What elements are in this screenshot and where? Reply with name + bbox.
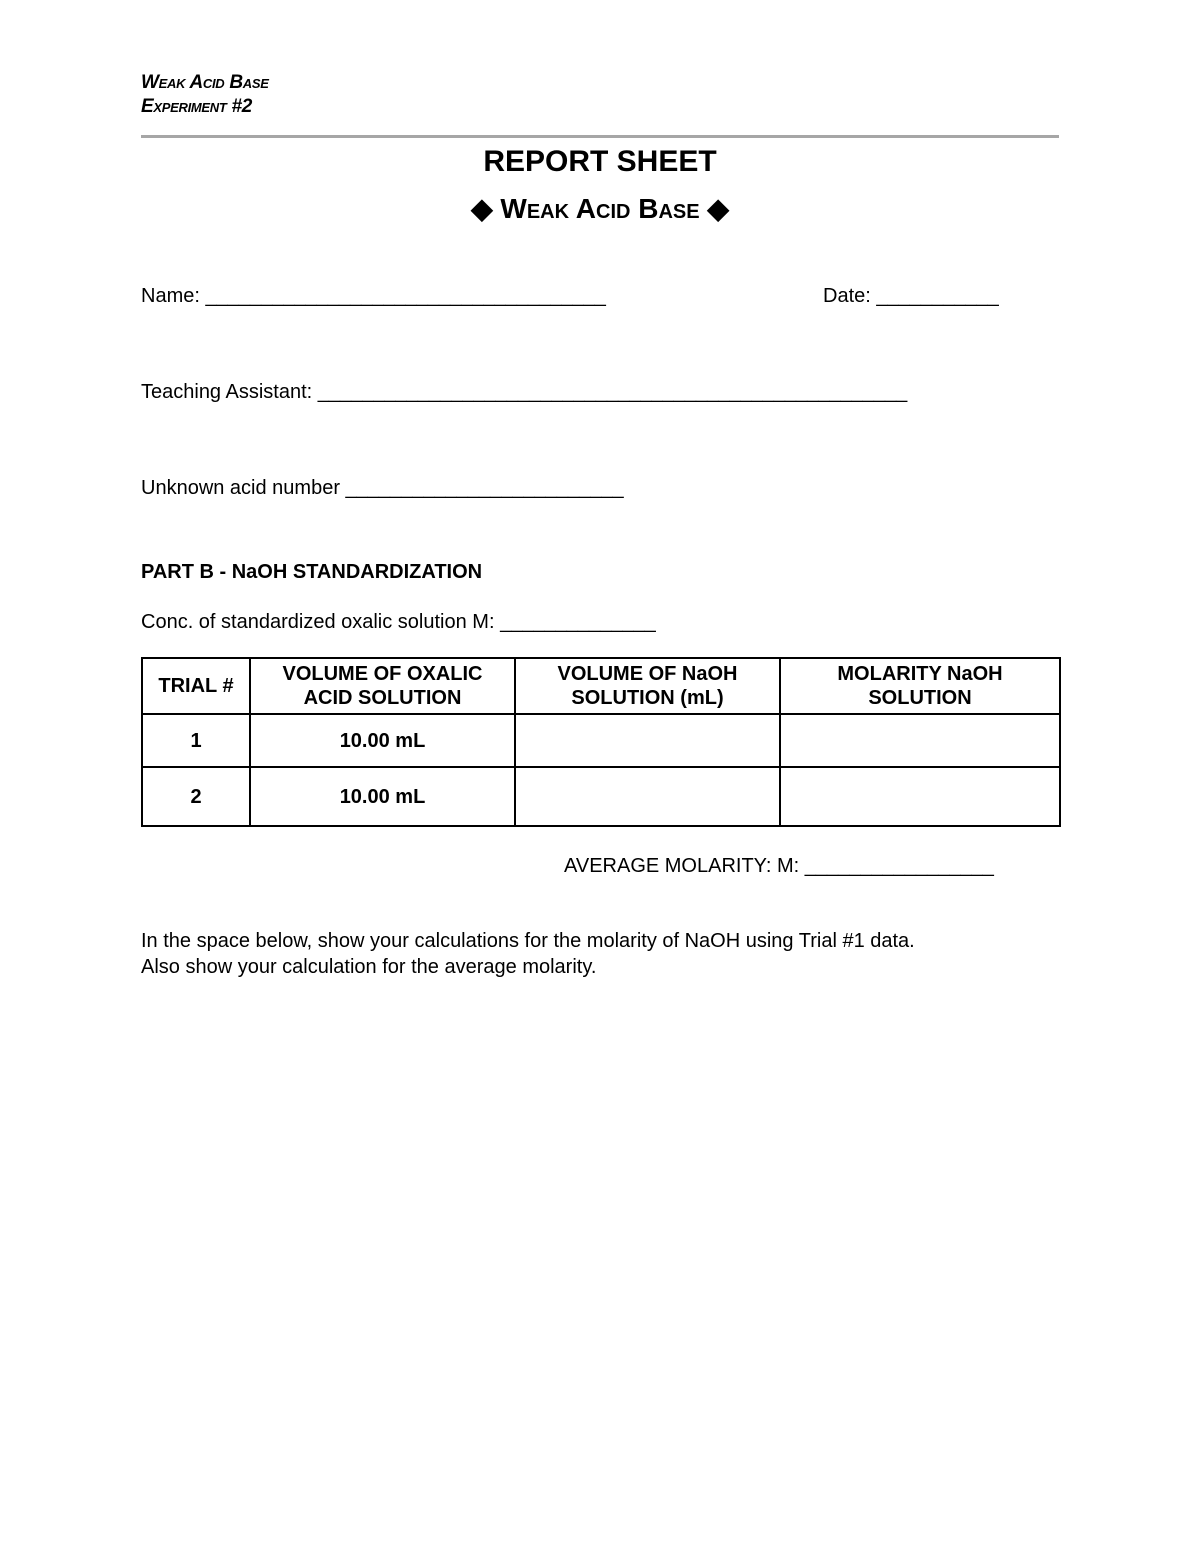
table-row bbox=[142, 767, 1060, 826]
oxalic-volume-cell: 10.00 mL bbox=[250, 714, 515, 767]
oxalic-concentration-field: Conc. of standardized oxalic solution M: ______________ bbox=[141, 611, 656, 633]
naoh-volume-cell bbox=[515, 767, 780, 826]
table-header-row bbox=[142, 658, 1060, 714]
header-oxalic-volume: VOLUME OF OXALIC ACID SOLUTION bbox=[250, 658, 515, 714]
instructions-line-1: In the space below, show your calculations for the molarity of NaOH using Trial #1 data. bbox=[141, 930, 915, 952]
trial-number-cell: 1 bbox=[142, 714, 250, 767]
header-divider bbox=[141, 135, 1059, 138]
header-line-1: Weak Acid Base bbox=[141, 72, 269, 93]
page-title: REPORT SHEET bbox=[483, 145, 717, 178]
instructions-line-2: Also show your calculation for the average molarity. bbox=[141, 956, 597, 978]
header-molarity: MOLARITY NaOH SOLUTION bbox=[780, 658, 1060, 714]
trial-number-cell: 2 bbox=[142, 767, 250, 826]
trials-table bbox=[141, 657, 1061, 827]
page-subtitle: ◆ Weak Acid Base ◆ bbox=[471, 193, 729, 224]
table-row bbox=[142, 714, 1060, 767]
name-field: Name: ____________________________________ bbox=[141, 285, 606, 307]
header-naoh-volume: VOLUME OF NaOH SOLUTION (mL) bbox=[515, 658, 780, 714]
oxalic-volume-cell: 10.00 mL bbox=[250, 767, 515, 826]
molarity-cell bbox=[780, 714, 1060, 767]
molarity-cell bbox=[780, 767, 1060, 826]
date-field: Date: ___________ bbox=[823, 285, 999, 307]
naoh-volume-cell bbox=[515, 714, 780, 767]
header-line-2: Experiment #2 bbox=[141, 96, 253, 117]
average-molarity-field: AVERAGE MOLARITY: M: _________________ bbox=[564, 855, 994, 877]
unknown-acid-field: Unknown acid number _________________________ bbox=[141, 477, 624, 499]
part-b-heading: PART B - NaOH STANDARDIZATION bbox=[141, 561, 483, 583]
teaching-assistant-field: Teaching Assistant: _____________________________________________________ bbox=[141, 381, 908, 403]
header-trial: TRIAL # bbox=[142, 658, 250, 714]
